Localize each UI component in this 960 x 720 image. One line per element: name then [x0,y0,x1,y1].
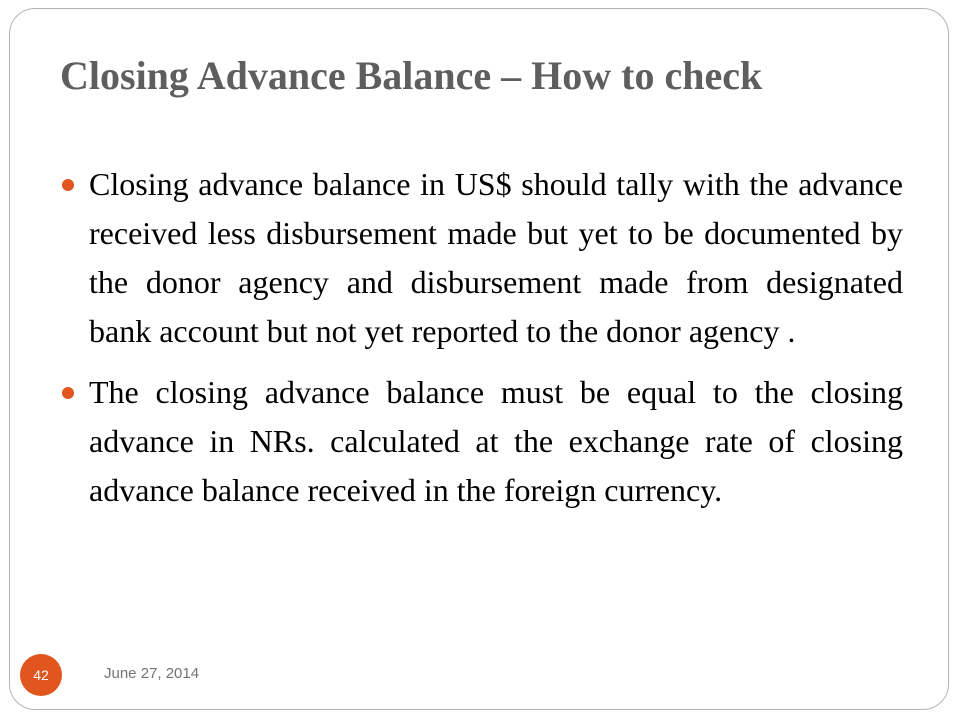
bullet-item [60,368,903,515]
footer-date: June 27, 2014 [104,665,200,682]
slide-title: Closing Advance Balance – How to check [60,53,763,98]
bullet-list [60,160,903,527]
bullet-text: The closing advance balance must be equal to the closing advance in NRs. calculated at the exchange rate of closing advance balance received in the foreign currency. [89,374,903,508]
bullet-dot-icon [62,387,74,399]
bullet-text: Closing advance balance in US$ should tally with the advance received less disbursement made but yet to be documented by the donor agency and disbursement made from designated bank account but not yet reported to the donor agency . [89,166,903,349]
bullet-item [60,160,903,356]
page-number-badge: 42 [20,654,62,696]
bullet-dot-icon [62,179,74,191]
